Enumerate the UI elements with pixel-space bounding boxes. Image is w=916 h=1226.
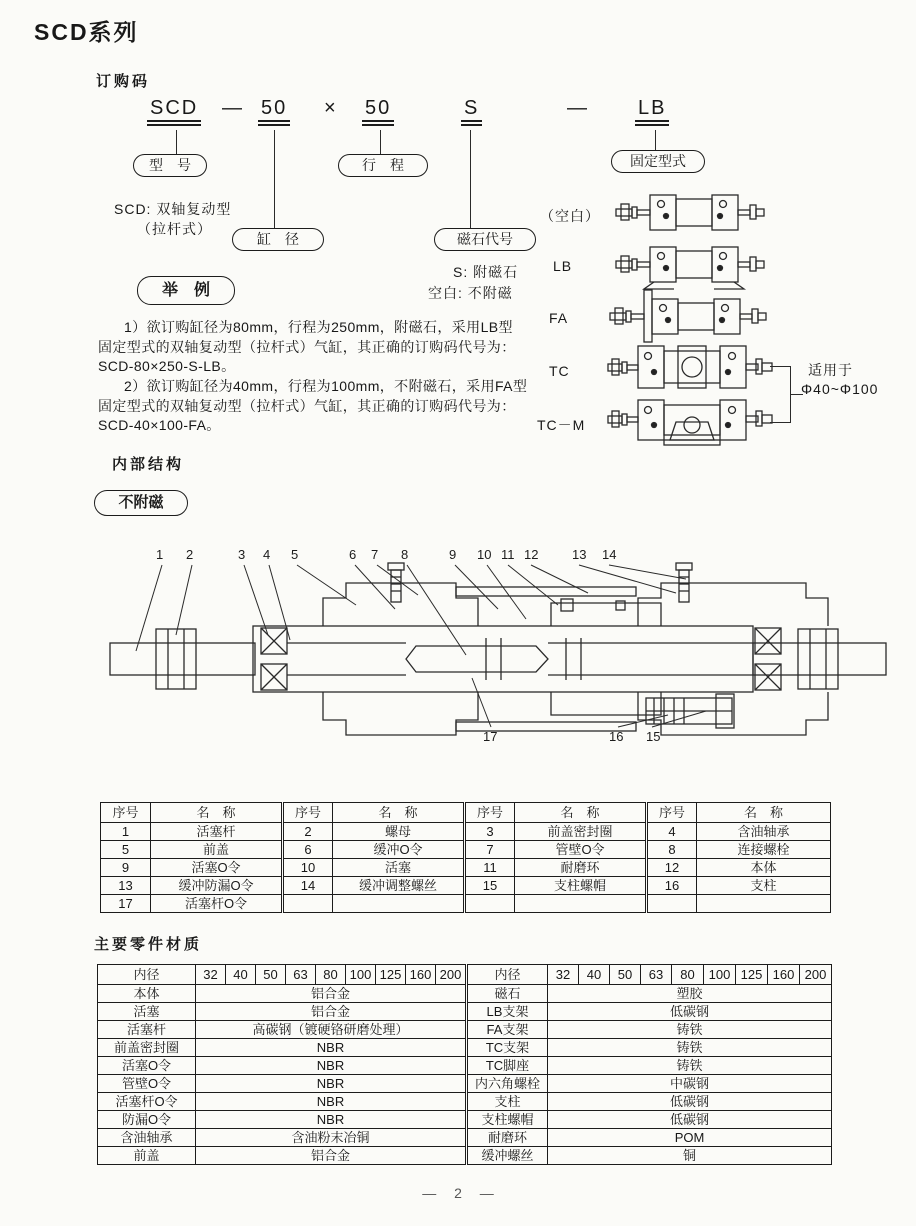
table-row [98,1147,466,1165]
parts-header: 序号 [647,803,697,823]
material-value: 铜 [548,1147,832,1165]
size-col: 63 [641,965,672,985]
part-name [333,895,465,913]
size-col: 160 [768,965,800,985]
size-col: 63 [286,965,316,985]
callout-3: 3 [238,547,246,562]
part-label: 活塞杆O令 [98,1093,196,1111]
part-label: 活塞 [98,1003,196,1021]
material-value: 铝合金 [196,985,466,1003]
size-col: 125 [736,965,768,985]
size-col: 100 [704,965,736,985]
part-label: 磁石 [468,985,548,1003]
bubble-model: 型 号 [133,154,207,177]
callout-1: 1 [156,547,164,562]
table-row [468,1021,832,1039]
part-label: 含油轴承 [98,1129,196,1147]
part-no: 7 [465,841,515,859]
callout-10: 10 [477,547,492,562]
mounting-label-lb: LB [553,258,573,274]
part-name [697,895,831,913]
internal-structure-heading: 内部结构 [112,456,185,473]
parts-header: 序号 [465,803,515,823]
materials-header-row [98,965,466,985]
materials-header-row [468,965,832,985]
material-value: NBR [196,1111,466,1129]
part-no: 8 [647,841,697,859]
size-col: 32 [548,965,579,985]
magnet-note-2: 空白: 不附磁 [428,285,513,301]
mounting-diagram-tc [606,340,776,396]
part-name: 含油轴承 [697,823,831,841]
table-row [468,1057,832,1075]
parts-header: 名 称 [515,803,647,823]
materials-table-left [97,964,466,1165]
magnet-note-1: S: 附磁石 [453,264,519,280]
parts-header: 序号 [101,803,151,823]
bore-header: 内径 [468,965,548,985]
part-name: 缓冲防漏O令 [151,877,283,895]
mounting-label-fa: FA [549,310,569,326]
size-col: 40 [579,965,610,985]
part-name: 活塞O令 [151,859,283,877]
part-no: 5 [101,841,151,859]
cross-section-drawing [106,543,892,783]
table-row [101,895,831,913]
part-no [465,895,515,913]
material-value: 铝合金 [196,1147,466,1165]
parts-table [100,802,831,913]
part-no: 13 [101,877,151,895]
part-name: 缓冲O令 [333,841,465,859]
material-value: 铸铁 [548,1039,832,1057]
part-label: 支柱 [468,1093,548,1111]
material-value: 铸铁 [548,1057,832,1075]
part-label: LB支架 [468,1003,548,1021]
callout-4: 4 [263,547,271,562]
part-name: 耐磨环 [515,859,647,877]
part-no [283,895,333,913]
bore-header: 内径 [98,965,196,985]
table-row [98,1057,466,1075]
bubble-bore: 缸 径 [232,228,324,251]
code-times: × [324,97,338,119]
mounting-diagram-lb [614,240,766,292]
bubble-mounting: 固定型式 [611,150,705,173]
code-model: SCD [147,97,201,126]
materials-table-right [467,964,832,1165]
part-name: 本体 [697,859,831,877]
size-col: 100 [346,965,376,985]
bubble-magnet: 磁石代号 [434,228,536,251]
parts-header-row [101,803,831,823]
part-no: 16 [647,877,697,895]
example-1-line2: 固定型式的双轴复动型（拉杆式）气缸，其正确的订购码代号为： [98,338,516,355]
code-magnet: S [461,97,482,126]
example-2-line3: SCD-40×100-FA。 [98,417,221,433]
ordering-heading: 订购码 [96,73,151,90]
part-name: 管壁O令 [515,841,647,859]
part-label: 耐磨环 [468,1129,548,1147]
material-value: 低碳钢 [548,1111,832,1129]
part-no: 10 [283,859,333,877]
table-row [468,1039,832,1057]
bracket-bottom [770,422,790,423]
callout-17: 17 [483,729,498,744]
material-value: 中碳钢 [548,1075,832,1093]
table-row [98,1003,466,1021]
code-bore: 50 [258,97,290,126]
table-row [98,1093,466,1111]
size-col: 50 [610,965,641,985]
table-row [101,823,831,841]
example-1-line3: SCD-80×250-S-LB。 [98,358,236,374]
part-no: 14 [283,877,333,895]
part-label: 缓冲螺丝 [468,1147,548,1165]
part-name: 前盖密封圈 [515,823,647,841]
size-col: 40 [226,965,256,985]
callout-5: 5 [291,547,299,562]
mounting-diagram-blank [614,188,766,236]
part-no: 17 [101,895,151,913]
material-value: 低碳钢 [548,1003,832,1021]
part-name: 活塞 [333,859,465,877]
part-name: 缓冲调整螺丝 [333,877,465,895]
part-no: 1 [101,823,151,841]
example-2 [98,377,550,436]
material-value: NBR [196,1075,466,1093]
callout-12: 12 [524,547,539,562]
material-value: 铝合金 [196,1003,466,1021]
page-title: SCD系列 [34,19,139,45]
callout-6: 6 [349,547,357,562]
applicable-note-2: Φ40~Φ100 [801,381,879,397]
size-col: 200 [436,965,466,985]
material-value: 高碳钢（镀硬铬研磨处理） [196,1021,466,1039]
mounting-diagram-fa [608,288,770,344]
part-label: 活塞O令 [98,1057,196,1075]
part-name: 连接螺栓 [697,841,831,859]
code-dash1: — [222,97,244,119]
callout-8: 8 [401,547,409,562]
size-col: 50 [256,965,286,985]
model-note-2: （拉杆式） [137,221,212,237]
table-row [468,1111,832,1129]
mounting-label-tc: TC [549,363,570,379]
callout-15: 15 [646,729,661,744]
callout-7: 7 [371,547,379,562]
callout-16: 16 [609,729,624,744]
example-1-line1: 1）欲订购缸径为80mm，行程为250mm，附磁石，采用LB型 [124,319,513,335]
parts-header: 序号 [283,803,333,823]
size-col: 125 [376,965,406,985]
non-magnetic-badge: 不附磁 [94,490,188,516]
example-1 [98,318,550,377]
part-no: 9 [101,859,151,877]
code-dash2: — [567,97,589,119]
part-label: 本体 [98,985,196,1003]
bracket-top [770,366,790,367]
part-name [515,895,647,913]
material-value: 塑胶 [548,985,832,1003]
example-2-line2: 固定型式的双轴复动型（拉杆式）气缸，其正确的订购码代号为： [98,397,516,414]
leader-magnet [470,130,471,228]
material-value: 铸铁 [548,1021,832,1039]
part-name: 螺母 [333,823,465,841]
parts-header: 名 称 [333,803,465,823]
callout-9: 9 [449,547,457,562]
size-col: 160 [406,965,436,985]
applicable-note-1: 适用于 [808,362,853,378]
table-row [98,1021,466,1039]
bubble-example: 举 例 [137,276,235,305]
table-row [98,1129,466,1147]
callout-2: 2 [186,547,194,562]
part-no: 4 [647,823,697,841]
part-label: 内六角螺栓 [468,1075,548,1093]
table-row [468,1003,832,1021]
leader-mounting [655,130,656,150]
material-value: NBR [196,1057,466,1075]
part-no: 15 [465,877,515,895]
table-row [98,1075,466,1093]
material-value: NBR [196,1093,466,1111]
leader-bore [274,130,275,228]
size-col: 80 [672,965,704,985]
part-no [647,895,697,913]
part-label: 支柱螺帽 [468,1111,548,1129]
part-label: 前盖密封圈 [98,1039,196,1057]
callout-14: 14 [602,547,617,562]
part-label: 活塞杆 [98,1021,196,1039]
parts-header: 名 称 [697,803,831,823]
size-col: 80 [316,965,346,985]
part-no: 3 [465,823,515,841]
table-row [98,985,466,1003]
table-row [468,1129,832,1147]
code-stroke: 50 [362,97,394,126]
part-label: FA支架 [468,1021,548,1039]
part-name: 支柱螺帽 [515,877,647,895]
mounting-label-tcm: TC－M [537,417,586,433]
bubble-stroke: 行 程 [338,154,428,177]
materials-heading: 主要零件材质 [94,936,203,953]
callout-11: 11 [501,547,515,562]
size-col: 32 [196,965,226,985]
part-no: 6 [283,841,333,859]
parts-header: 名 称 [151,803,283,823]
part-label: 管壁O令 [98,1075,196,1093]
leader-stroke [380,130,381,154]
callout-13: 13 [572,547,587,562]
part-label: TC脚座 [468,1057,548,1075]
table-row [98,1111,466,1129]
part-name: 支柱 [697,877,831,895]
material-value: NBR [196,1039,466,1057]
part-name: 活塞杆O令 [151,895,283,913]
table-row [468,1147,832,1165]
table-row [468,1075,832,1093]
size-col: 200 [800,965,832,985]
table-row [468,1093,832,1111]
code-mounting: LB [635,97,669,126]
part-label: 防漏O令 [98,1111,196,1129]
table-row [101,841,831,859]
table-row [468,985,832,1003]
part-label: 前盖 [98,1147,196,1165]
material-value: 低碳钢 [548,1093,832,1111]
table-row [101,877,831,895]
part-label: TC支架 [468,1039,548,1057]
leader-model [176,130,177,154]
part-no: 2 [283,823,333,841]
part-name: 活塞杆 [151,823,283,841]
mounting-diagram-tcm [606,392,776,454]
material-value: POM [548,1129,832,1147]
example-2-line1: 2）欲订购缸径为40mm，行程为100mm，不附磁石，采用FA型 [124,378,528,394]
model-note-1: SCD: 双轴复动型 [114,201,232,217]
part-name: 前盖 [151,841,283,859]
part-no: 11 [465,859,515,877]
page-number: — 2 — [422,1185,494,1201]
table-row [101,859,831,877]
mounting-label-blank: （空白） [540,208,600,224]
table-row [98,1039,466,1057]
material-value: 含油粉末冶铜 [196,1129,466,1147]
part-no: 12 [647,859,697,877]
